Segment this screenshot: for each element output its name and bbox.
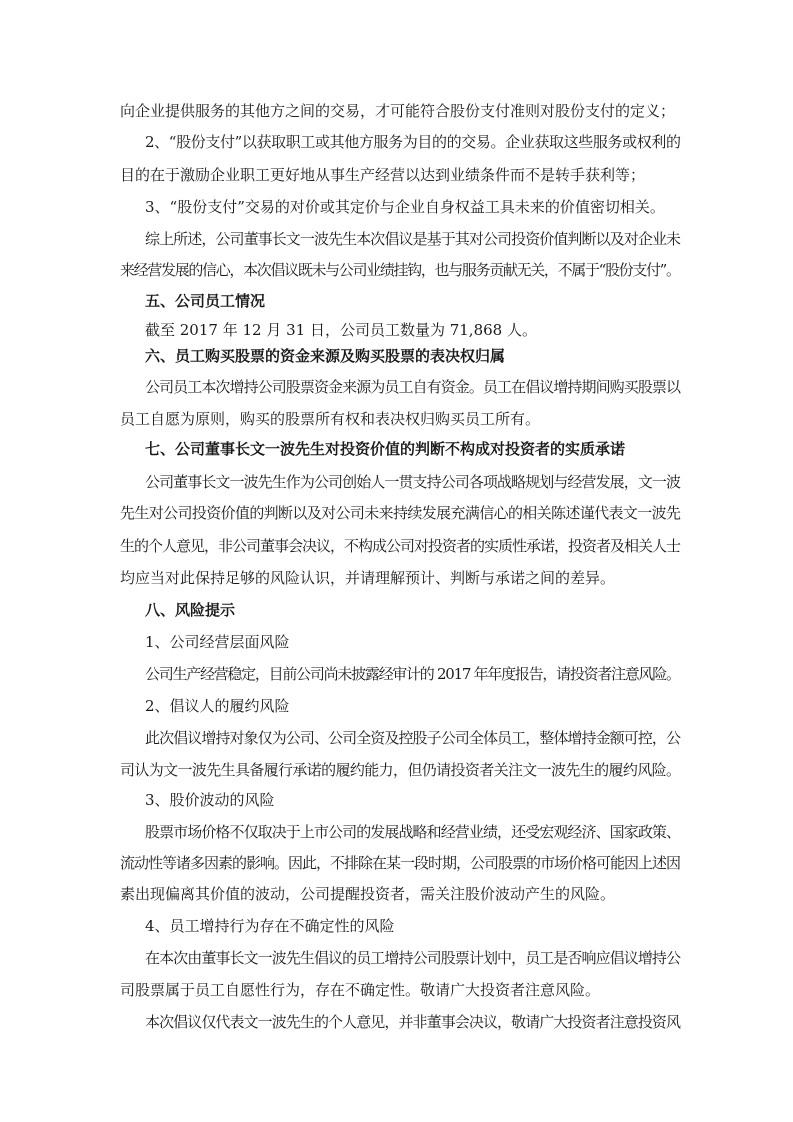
- text-line: 在本次由董事长文一波先生倡议的员工增持公司股票计划中，员工是否响应倡议增持公: [145, 949, 681, 967]
- text-line: 向企业提供服务的其他方之间的交易，才可能符合股份支付准则对股份支付的定义；: [120, 102, 676, 120]
- text-line: 均应当对此保持足够的风险认识，并请理解预计、判断与承诺之间的差异。: [120, 569, 616, 587]
- text-line: 综上所述，公司董事长文一波先生本次倡议是基于其对公司投资价值判断以及对企业未: [145, 230, 681, 248]
- text-line: 2、倡议人的履约风险: [145, 697, 290, 715]
- text-line: 此次倡议增持对象仅为公司、公司全资及控股子公司全体员工，整体增持金额可控，公: [145, 729, 681, 747]
- text-line: 员工自愿为原则，购买的股票所有权和表决权归购买员工所有。: [120, 410, 541, 428]
- text-line: 本次倡议仅代表文一波先生的个人意见，并非董事会决议，敬请广大投资者注意投资风: [145, 1013, 681, 1031]
- text-line: 素出现偏离其价值的波动，公司提醒投资者，需关注股价波动产生的风险。: [120, 885, 616, 903]
- text-line: 公司员工本次增持公司股票资金来源为员工自有资金。员工在倡议增持期间购买股票以: [145, 378, 681, 396]
- section-heading: 七、公司董事长文一波先生对投资价值的判断不构成对投资者的实质承诺: [145, 440, 626, 458]
- text-line: 来经营发展的信心，本次倡议既未与公司业绩挂钩，也与服务贡献无关，不属于“股份支付”。: [120, 261, 680, 279]
- text-line: 流动性等诸多因素的影响。因此，不排除在某一段时期，公司股票的市场价格可能因上述因: [120, 854, 681, 872]
- text-line: 截至 2017 年 12 月 31 日，公司员工数量为 71,868 人。: [145, 321, 537, 339]
- text-line: 目的在于激励企业职工更好地从事生产经营以达到业绩条件而不是转手获利等；: [120, 166, 646, 184]
- section-heading: 六、员工购买股票的资金来源及购买股票的表决权归属: [145, 347, 506, 365]
- text-line: 1、公司经营层面风险: [145, 633, 290, 651]
- text-line: 股票市场价格不仅取决于上市公司的发展战略和经营业绩，还受宏观经济、国家政策、: [145, 823, 681, 841]
- text-line: 2、“股份支付”以获取职工或其他方服务为目的的交易。企业获取这些服务或权利的: [145, 133, 681, 151]
- text-line: 公司董事长文一波先生作为公司创始人一贯支持公司各项战略规划与经营发展，文一波: [145, 473, 681, 491]
- text-line: 4、员工增持行为存在不确定性的风险: [145, 917, 395, 935]
- text-line: 先生对公司投资价值的判断以及对公司未来持续发展充满信心的相关陈述谨代表文一波先: [120, 504, 681, 522]
- text-line: 司股票属于员工自愿性行为，存在不确定性。敬请广大投资者注意风险。: [120, 981, 601, 999]
- text-line: 公司生产经营稳定，目前公司尚未披露经审计的 2017 年年度报告，请投资者注意风险。: [145, 665, 680, 683]
- text-line: 3、股价波动的风险: [145, 791, 275, 809]
- text-line: 3、“股份支付”交易的对价或其定价与企业自身权益工具未来的价值密切相关。: [145, 198, 665, 216]
- section-heading: 八、风险提示: [145, 601, 236, 619]
- section-heading: 五、公司员工情况: [145, 292, 266, 310]
- text-line: 司认为文一波先生具备履行承诺的履约能力，但仍请投资者关注文一波先生的履约风险。: [120, 761, 681, 779]
- text-line: 生的个人意见，非公司董事会决议，不构成公司对投资者的实质性承诺，投资者及相关人士: [120, 537, 681, 555]
